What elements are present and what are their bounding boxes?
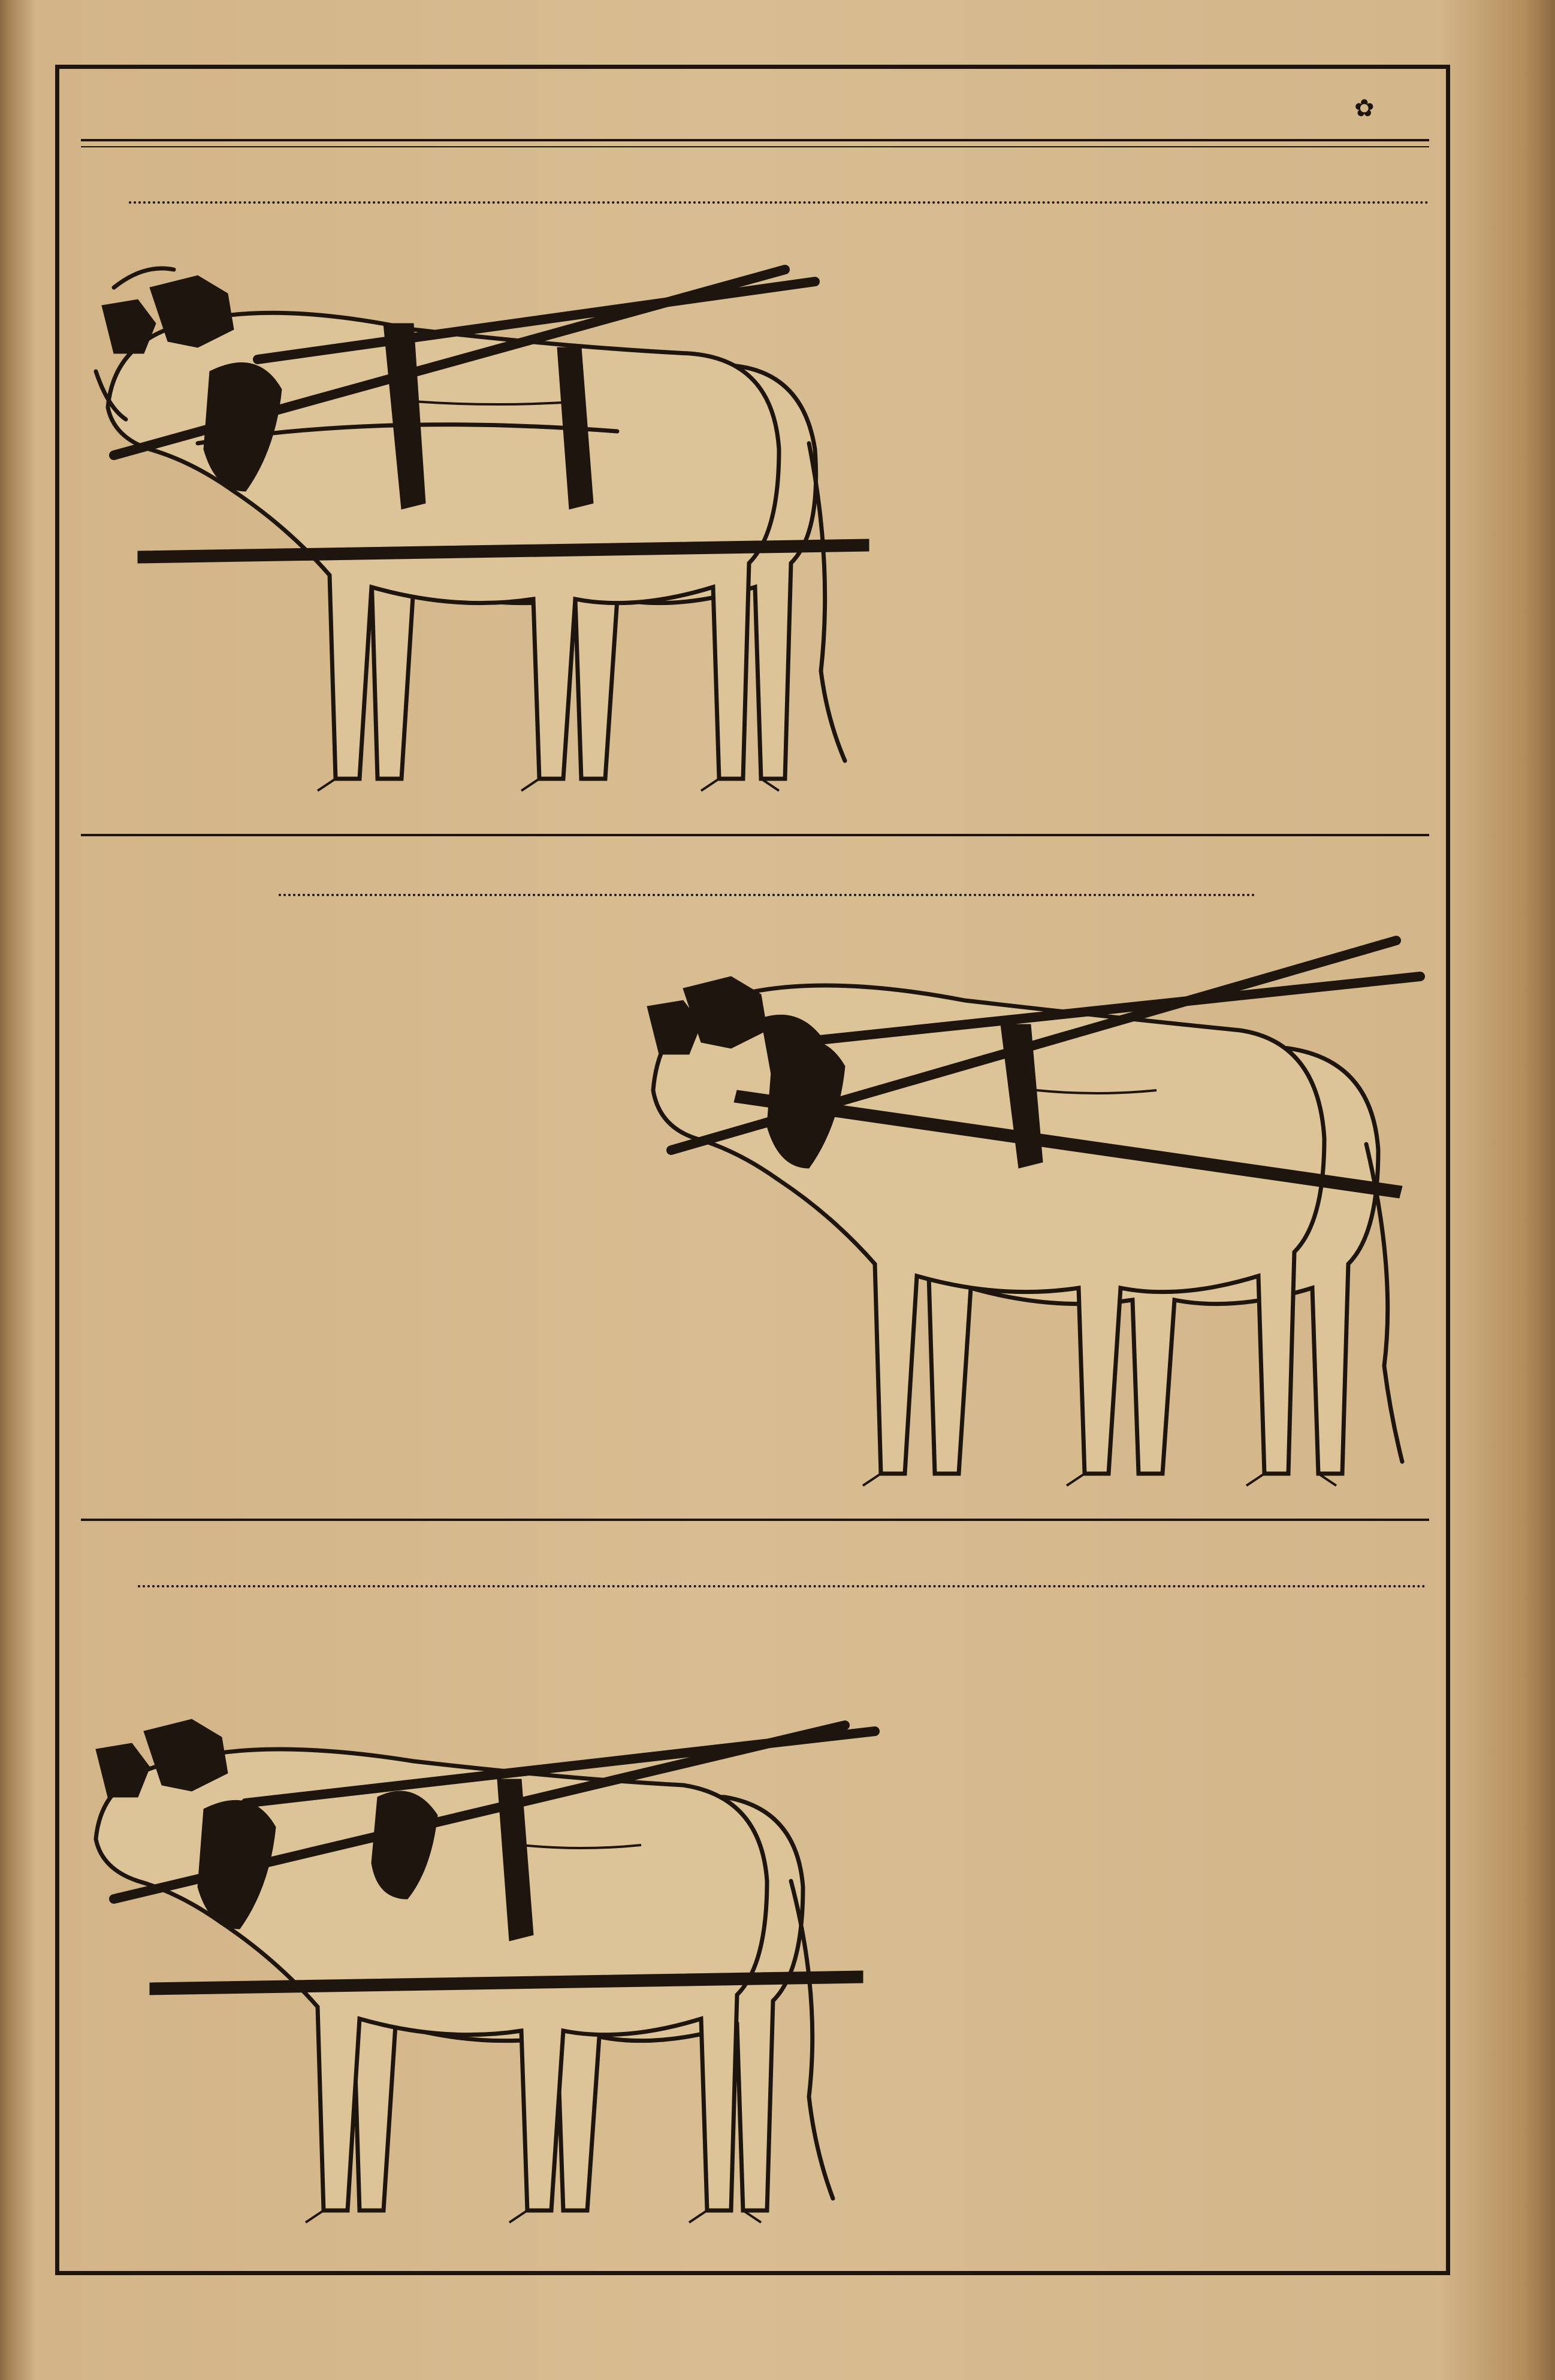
item68-price-row xyxy=(255,894,1261,896)
header-rule-thin xyxy=(81,146,1429,147)
item68-specs xyxy=(75,932,626,935)
item69-harness-illustration xyxy=(78,1695,887,2228)
item69-specs xyxy=(890,1682,1432,1686)
item67-title-row xyxy=(162,155,1420,187)
item69-extras-row xyxy=(123,1628,1441,1650)
item69-leader xyxy=(138,1585,1426,1587)
header-rule xyxy=(81,139,1429,141)
item69-title-row xyxy=(169,1544,1427,1577)
item69-price-row xyxy=(78,1585,1432,1587)
item68-leader xyxy=(279,894,1255,896)
section-rule-2 xyxy=(81,1519,1429,1521)
item67-specs xyxy=(890,353,1432,357)
item68-title-row xyxy=(159,851,1417,883)
item67-harness-illustration xyxy=(78,252,881,803)
ornament-icon: ✿ xyxy=(1354,95,1375,122)
item68-harness-illustration xyxy=(641,935,1438,1498)
item67-notes xyxy=(959,247,1414,252)
item67-leader xyxy=(129,201,1429,204)
page-number-block xyxy=(1354,84,1375,125)
section-rule-1 xyxy=(81,834,1429,836)
item67-price-row xyxy=(75,201,1435,204)
